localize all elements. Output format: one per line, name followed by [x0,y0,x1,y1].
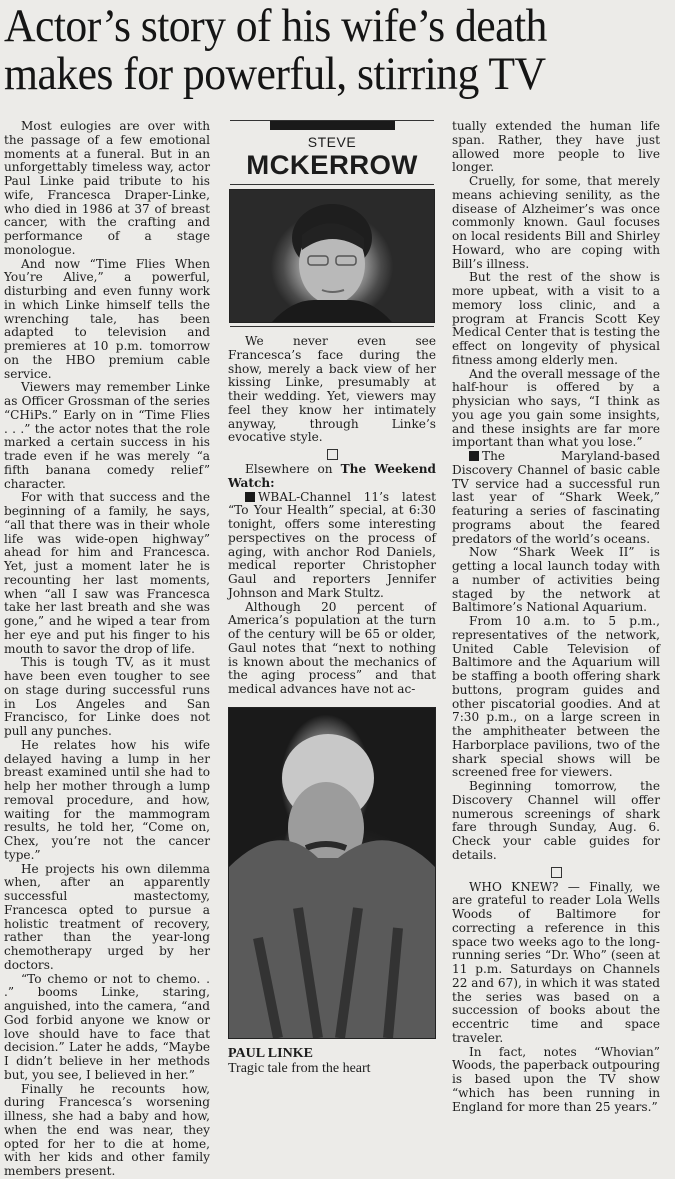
elsewhere-lead: Elsewhere on [245,462,341,476]
article-column-1 [4,120,210,1179]
bullet-square-icon [245,492,255,502]
columnist-byline [228,120,436,327]
columnist-photo [229,189,435,323]
weekend-watch-heading: The Weekend Watch: [228,462,436,490]
paragraph: This is tough TV, as it must have been even tougher to see on stage during successful runs in Los Angeles and San Francisco, for Linke does not pull any punches. [4,655,210,738]
divider-bar [270,121,395,130]
paragraph: From 10 a.m. to 5 p.m., representatives of the network, United Cable Television of Baltimore and the Aquarium will be staffing a booth offering shark buttons, program guides and other piscatorial goodies. And at 7:30 p.m., on a large screen in the amphitheater between the Harborplace pavilions, two of the shark special shows will be screened free for viewers. [452,614,660,780]
paragraph-text: WBAL-Channel 11’s latest “To Your Health” special, at 6:30 tonight, offers some interesting perspectives on the process of aging, with anchor Rod Daniels, medical reporter Christopher Gaul and reporters Jennifer Johnson and Mark Stultz. [228,489,436,600]
section-separator-icon [327,449,338,460]
paragraph: Beginning tomorrow, the Discovery Channel will offer numerous screenings of shark fare through Sunday, Aug. 6. Check your cable guides for details. [452,779,660,862]
paragraph: But the rest of the show is more upbeat, with a visit to a memory loss clinic, and a program at Francis Scott Key Medical Center that is testing the effect on longevity of physical fitness among elderly men. [452,270,660,367]
paragraph: He projects his own dilemma when, after an apparently successful mastectomy, Francesca opted to pursue a holistic treatment of recovery, rather than the year-long chemotherapy urged by her doctors. [4,861,210,972]
paragraph: Viewers may remember Linke as Officer Grossman of the series “CHiPs.” Early on in “Time Flies . . .” the actor notes that the role marked a certain success in his trade even if he was merely “a fifth banana comedy relief” character. [4,380,210,491]
photo-caption [228,1046,436,1076]
paragraph: Finally he recounts how, during Francesca’s worsening illness, she had a baby and how, when the end was near, they opted for her to die at home, with her kids and other family members present. [4,1081,210,1178]
paragraph: Cruelly, for some, that merely means achieving senility, as the disease of Alzheimer’s was once commonly known. Gaul focuses on local residents Bill and Shirley Howard, who are coping with Bill’s illness. [452,174,660,271]
paragraph: And the overall message of the half-hour is offered by a physician who says, “I think as you age you gain some insights, and these insights are far more important than what you lose.” [452,366,660,450]
paragraph: “To chemo or not to chemo. . .” booms Linke, staring, anguished, into the camera, “and God forbid anyone we know or love should have to face that decision.” Later he adds, “Maybe I didn’t believe in her methods but, you see, I believed in her.” [4,971,210,1082]
paragraph-text: The Maryland-based Discovery Channel of basic cable TV service had a successful run last year of “Shark Week,” featuring a series of fascinating programs about the feared predators of the world’s oceans. [452,449,660,546]
bullet-square-icon [469,451,479,461]
paul-linke-photo [228,707,436,1039]
portrait-silhouette [228,708,436,1038]
paragraph: He relates how his wife delayed having a lump in her breast examined until she had to help her mother through a lump removal procedure, and how, waiting for the mammogram results, he told her, “Come on, Chex, you’re not the cancer type.” [4,737,210,862]
divider [230,326,434,327]
paragraph: tually extended the human life span. Rather, they have just allowed more people to live longer. [452,119,660,175]
caption-name: PAUL LINKE [228,1045,313,1061]
paragraph: In fact, notes “Whovian” Woods, the paperback outpouring is based upon the TV show “which has been running in England for more than 25 years.” [452,1044,660,1114]
columnist-first-name: STEVE [307,134,357,150]
section-separator-icon [551,867,562,878]
caption-text: Tragic tale from the heart [228,1060,371,1076]
paragraph: Now “Shark Week II” is getting a local launch today with a number of activities being staged by the network at Baltimore’s National Aquarium. [452,545,660,615]
paragraph: For with that success and the beginning of a family, he says, “all that there was in their whole life was wide-open highway” ahead for him and Francesca. Yet, just a moment later he is recounting her last moments, when “all I saw was Francesca take her last breath and she was gone,” and he wiped a tear from her eye and put his finger to his mouth to savor the drop of life. [4,490,210,656]
paragraph: We never even see Francesca’s face during the show, merely a back view of her kissing Linke, presumably at their wedding. Yet, viewers may feel they know her intimately anyway, through Linke’s evocative style. [228,334,436,445]
portrait-silhouette [252,190,412,322]
paragraph [228,463,436,491]
paragraph [452,450,660,546]
article-column-2 [228,120,436,1076]
divider [230,184,434,185]
paragraph: Although 20 percent of America’s population at the turn of the century will be 65 or older, Gaul notes that “next to nothing is known about the mechanics of the aging process” and that medical advances have not ac- [228,599,436,696]
article-column-3 [452,120,660,1114]
paragraph: WHO KNEW? — Finally, we are grateful to reader Lola Wells Woods of Baltimore for correcting a reference in this space two weeks ago to the long-running series “Dr. Who” (seen at 11 p.m. Saturdays on Channels 22 and 67), in which it was stated the series was based on a succession of books about the eccentric time and space traveler. [452,879,660,1045]
paragraph [228,491,436,601]
columnist-last-name: MCKERROW [246,150,418,180]
paragraph: Most eulogies are over with the passage of a few emotional moments at a funeral. But in an unforgettably timeless way, actor Paul Linke paid tribute to his wife, Francesca Draper-Linke, who died in 1986 at 37 of breast cancer, with the crafting and performance of a stage monologue. [4,119,210,257]
headline: Actor’s story of his wife’s death makes for powerful, stirring TV [4,0,547,100]
paragraph: And now “Time Flies When You’re Alive,” a powerful, disturbing and even funny work in which Linke himself tells the wrenching tale, has been adapted to television and premieres at 10 p.m. tomorrow on the HBO premium cable service. [4,256,210,381]
